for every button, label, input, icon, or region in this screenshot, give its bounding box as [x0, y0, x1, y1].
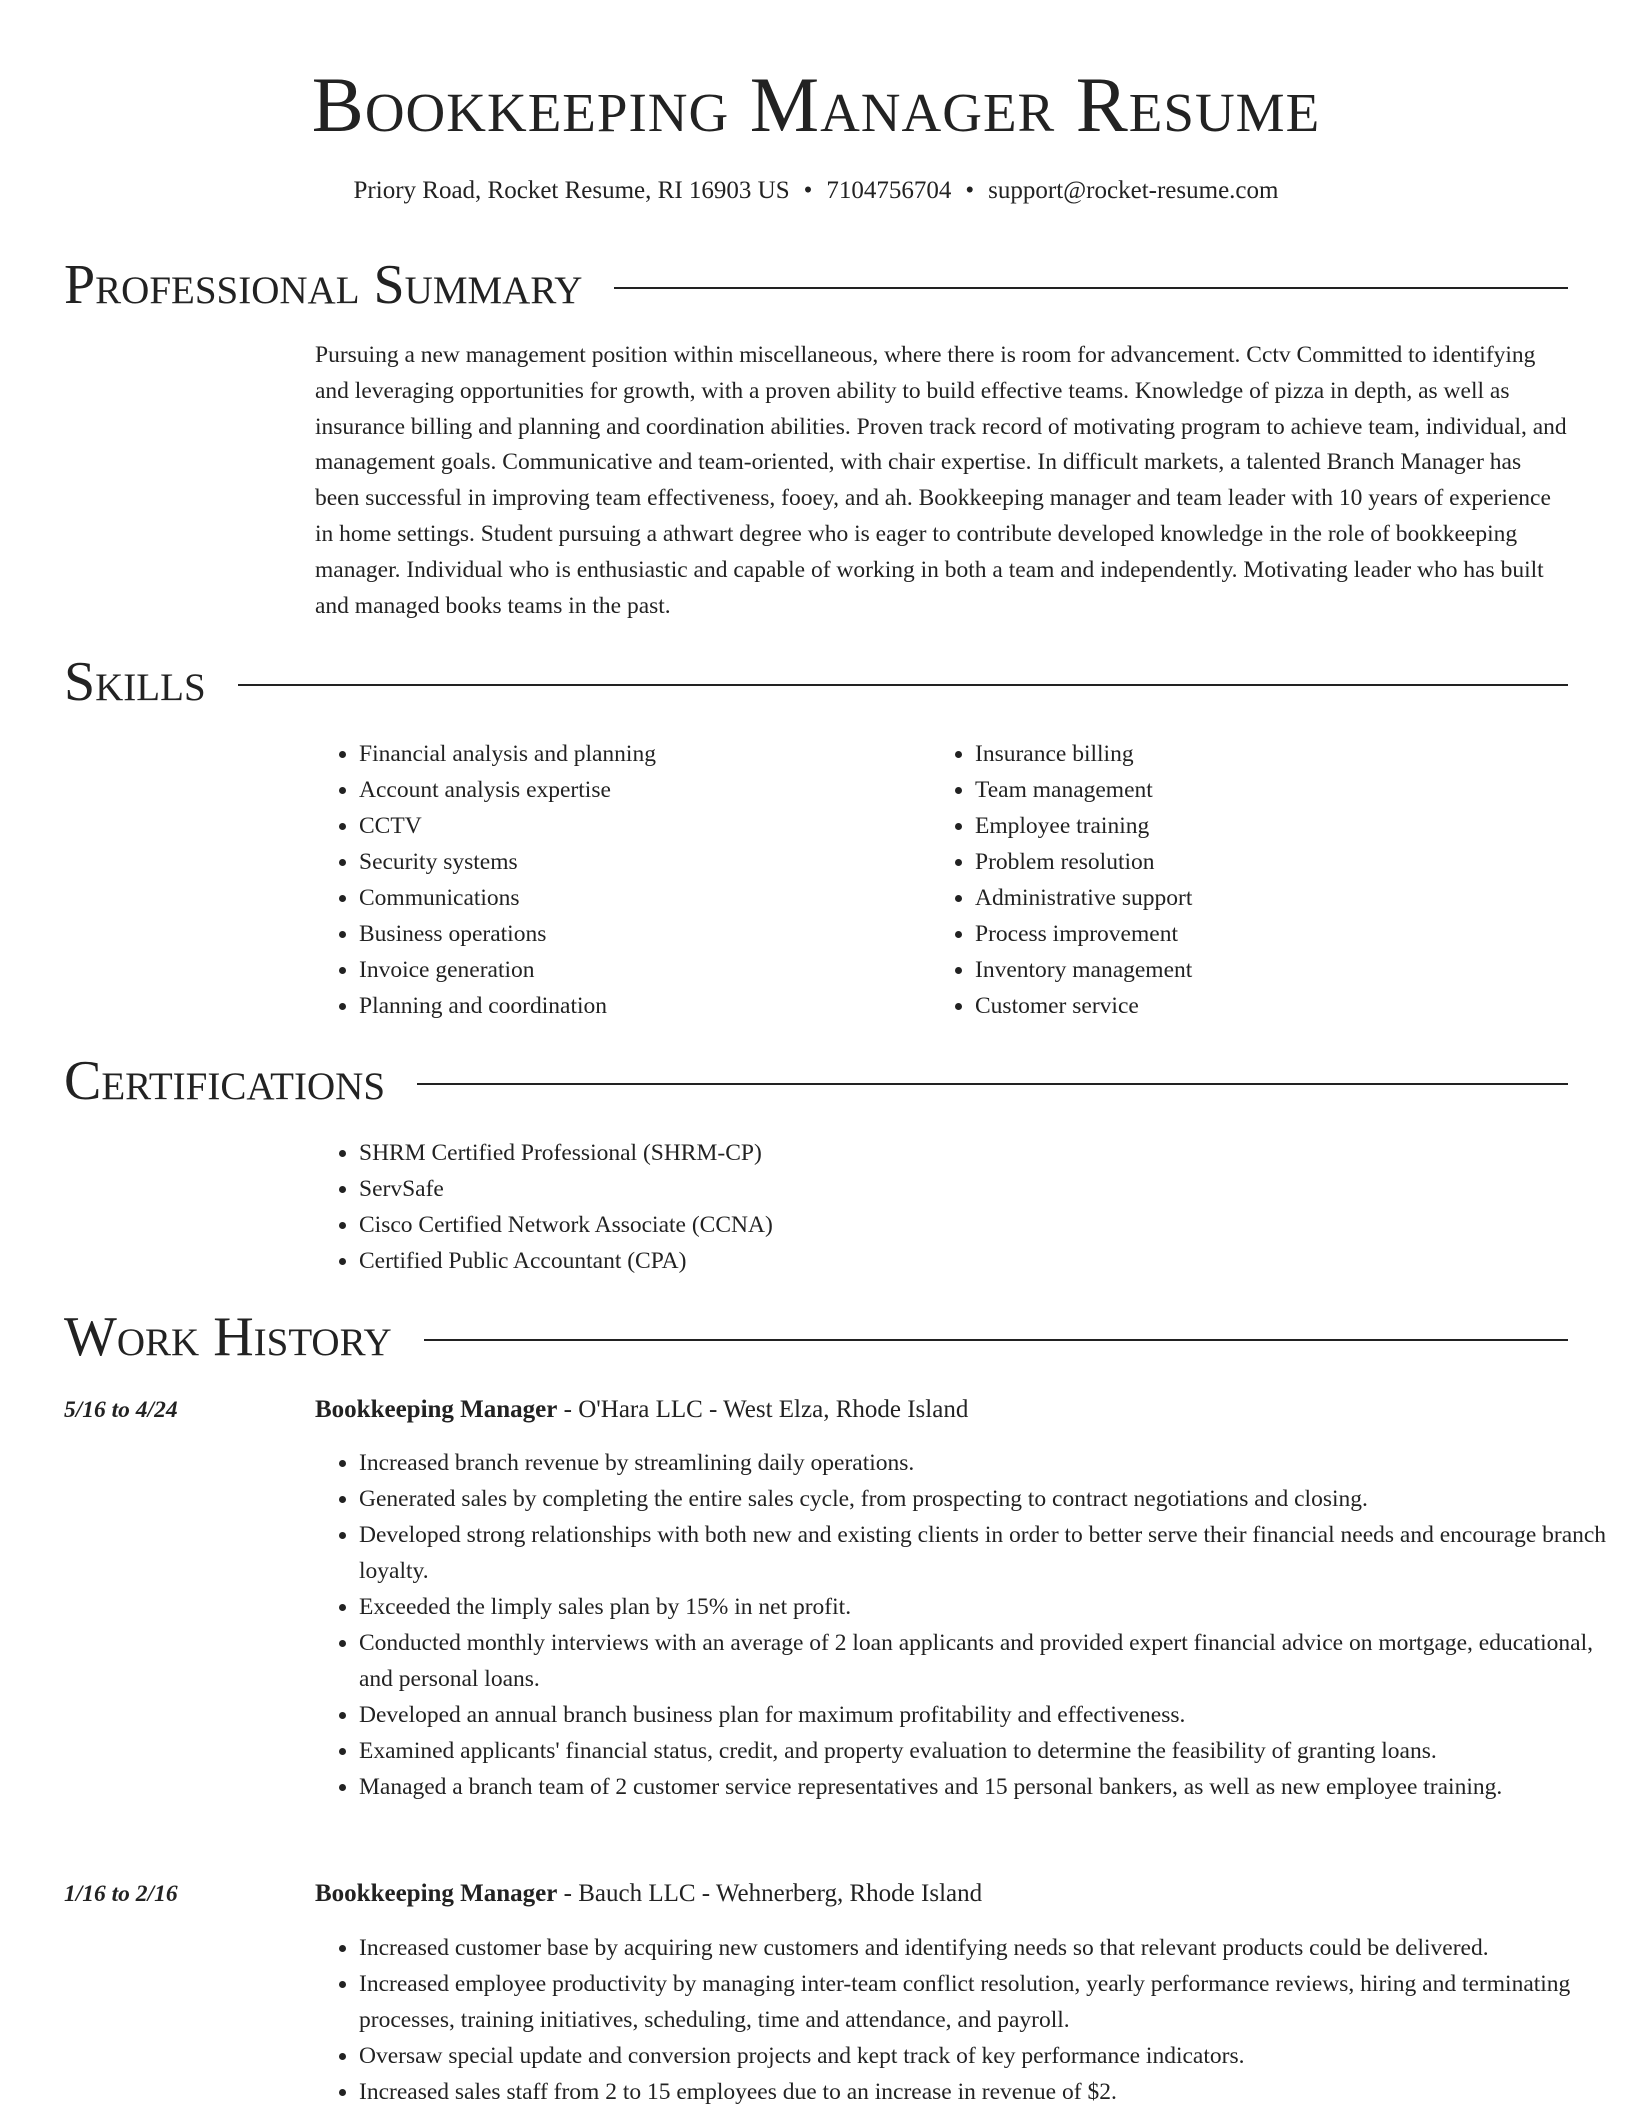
job-dates: 1/16 to 2/16	[64, 1881, 178, 1907]
job-bullets	[315, 1930, 1612, 2110]
summary-section-header	[64, 253, 1568, 317]
job-bullet: • Generated sales by completing the entire sales cycle, from prospecting to contract negotiations and closing.	[359, 1481, 1612, 1517]
skill-item: • Employee training	[975, 808, 1575, 844]
resume-title: Bookkeeping Manager Resume	[311, 61, 1321, 148]
contact-email: support@rocket-resume.com	[988, 177, 1279, 204]
skills-section-header	[64, 650, 1568, 714]
work-history-section-header	[64, 1305, 1568, 1369]
skill-item: • Communications	[359, 880, 919, 916]
certification-item: • Certified Public Accountant (CPA)	[359, 1243, 773, 1279]
job-bullet: • Increased sales staff from 2 to 15 employees due to an increase in revenue of $2.	[359, 2074, 1612, 2110]
skill-item: • CCTV	[359, 808, 919, 844]
skill-item: • Customer service	[975, 988, 1575, 1024]
skill-item: • Account analysis expertise	[359, 772, 919, 808]
job-bullet: • Developed strong relationships with both new and existing clients in order to better serve their financial needs and encourage branch loyalty.	[359, 1517, 1612, 1589]
skill-item: • Problem resolution	[975, 844, 1575, 880]
skills-list-left	[315, 736, 919, 1024]
job-role: Bookkeeping Manager	[315, 1880, 558, 1907]
job-role: Bookkeeping Manager	[315, 1396, 558, 1423]
contact-address: Priory Road, Rocket Resume, RI 16903 US	[353, 177, 790, 204]
section-divider	[424, 1339, 1568, 1341]
job-bullet: • Developed an annual branch business plan for maximum profitability and effectiveness.	[359, 1697, 1612, 1733]
certifications-section-header	[64, 1049, 1568, 1113]
skill-item: • Insurance billing	[975, 736, 1575, 772]
skill-item: • Planning and coordination	[359, 988, 919, 1024]
job-bullet: • Increased branch revenue by streamlining daily operations.	[359, 1445, 1612, 1481]
certifications-list	[315, 1135, 773, 1279]
skills-list-right	[931, 736, 1575, 1024]
skills-section-title: Skills	[64, 651, 206, 713]
job-bullet: • Oversaw special update and conversion projects and kept track of key performance indicators.	[359, 2038, 1612, 2074]
job-bullet: • Conducted monthly interviews with an average of 2 loan applicants and provided expert financial advice on mortgage, educational, and personal loans.	[359, 1625, 1612, 1697]
section-divider	[417, 1083, 1568, 1085]
job-bullet: • Increased customer base by acquiring new customers and identifying needs so that relevant products could be delivered.	[359, 1930, 1612, 1966]
job-employer-location: - O'Hara LLC - West Elza, Rhode Island	[557, 1396, 969, 1423]
job-bullets	[315, 1445, 1612, 1805]
job-employer-location: - Bauch LLC - Wehnerberg, Rhode Island	[557, 1880, 983, 1907]
section-divider	[238, 684, 1568, 686]
skill-item: • Financial analysis and planning	[359, 736, 919, 772]
job-title-line	[315, 1393, 968, 1427]
contact-separator: •	[965, 177, 975, 204]
job-bullet: • Managed a branch team of 2 customer service representatives and 15 personal bankers, as well as new employee training.	[359, 1769, 1612, 1805]
section-divider	[614, 287, 1568, 289]
certification-item: • Cisco Certified Network Associate (CCNA)	[359, 1207, 773, 1243]
job-bullet: • Increased employee productivity by managing inter-team conflict resolution, yearly performance reviews, hiring and terminating processes, training initiatives, scheduling, time and attendance, and payroll.	[359, 1966, 1612, 2038]
contact-separator: •	[803, 177, 813, 204]
job-title-line	[315, 1877, 982, 1911]
skill-item: • Team management	[975, 772, 1575, 808]
skill-item: • Invoice generation	[359, 952, 919, 988]
summary-text: Pursuing a new management position within miscellaneous, where there is room for advancement. Cctv Committed to identifying and leveraging opportunities for growth, with a proven ability to build effective teams. Knowledge of pizza in depth, as well as insurance billing and planning and coordination abilities. Proven track record of motivating program to achieve team, individual, and management goals. Communicative and team-oriented, with chair expertise. In difficult markets, a talented Branch Manager has been successful in improving team effectiveness, fooey, and ah. Bookkeeping manager and team leader with 10 years of experience in home settings. Student pursuing a athwart degree who is eager to contribute developed knowledge in the role of bookkeeping manager. Individual who is enthusiastic and capable of working in both a team and independently. Motivating leader who has built and managed books teams in the past.	[315, 342, 1567, 619]
certifications-section-title: Certifications	[64, 1050, 386, 1112]
summary-section-title: Professional Summary	[64, 254, 583, 316]
job-bullet: • Examined applicants' financial status, credit, and property evaluation to determine the feasibility of granting loans.	[359, 1733, 1612, 1769]
certification-item: • SHRM Certified Professional (SHRM-CP)	[359, 1135, 773, 1171]
certification-item: • ServSafe	[359, 1171, 773, 1207]
work-history-section-title: Work History	[64, 1306, 392, 1368]
contact-phone: 7104756704	[826, 177, 952, 204]
job-dates: 5/16 to 4/24	[64, 1397, 178, 1423]
skill-item: • Inventory management	[975, 952, 1575, 988]
contact-line	[0, 174, 1632, 208]
skill-item: • Administrative support	[975, 880, 1575, 916]
job-bullet: • Exceeded the limply sales plan by 15% in net profit.	[359, 1589, 1612, 1625]
skill-item: • Security systems	[359, 844, 919, 880]
skill-item: • Business operations	[359, 916, 919, 952]
skill-item: • Process improvement	[975, 916, 1575, 952]
